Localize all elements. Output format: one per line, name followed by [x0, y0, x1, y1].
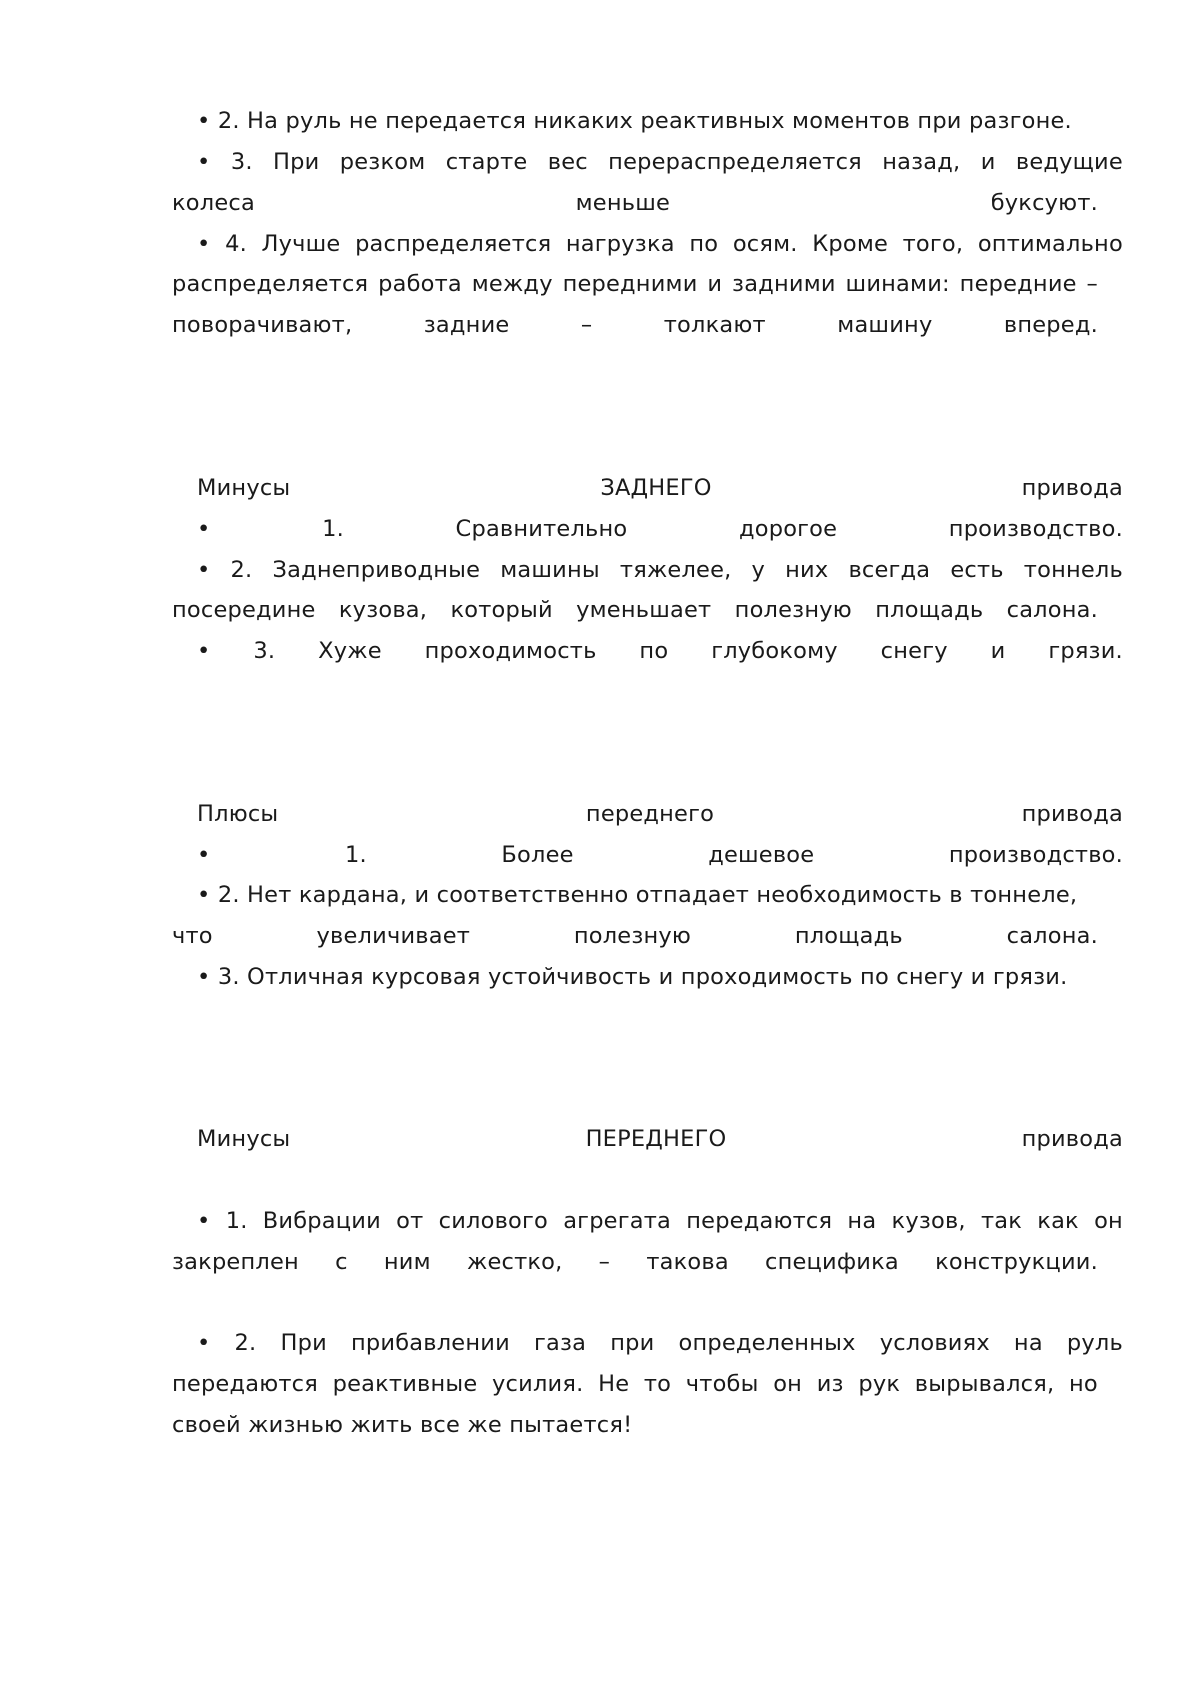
word: машину [837, 312, 933, 338]
word: полезную [734, 597, 852, 623]
word: колеса [172, 190, 255, 216]
word: • [197, 149, 211, 175]
word: машины [500, 557, 600, 583]
word: есть [950, 557, 1004, 583]
word: рук [858, 1371, 901, 1397]
word: увеличивает [316, 923, 471, 949]
word: распределяется [172, 271, 369, 297]
word: ЗАДНЕГО [600, 475, 712, 501]
word: кузова, [338, 597, 428, 623]
word: газа [533, 1330, 587, 1356]
word: вперед. [1003, 312, 1098, 338]
front-pros-heading [172, 799, 1123, 829]
front-pros-item-2-line-1: • 2. Нет кардана, и соответственно отпадает необходимость в тоннеле, [197, 882, 1078, 908]
word: он [1094, 1208, 1123, 1234]
word: Кроме [812, 231, 889, 257]
front-cons-heading [172, 1124, 1123, 1154]
rear-cons-item-2-line-2 [172, 595, 1098, 625]
word: силового [438, 1208, 548, 1234]
front-pros-item-2-line-2 [172, 921, 1098, 951]
word: При [280, 1330, 327, 1356]
word: снегу [880, 638, 948, 664]
rear-cons-item-2-line-1 [172, 555, 1123, 585]
word: и [990, 638, 1006, 664]
word: специфика [765, 1249, 899, 1275]
word: меньше [575, 190, 671, 216]
word: переднего [585, 801, 715, 827]
word: реактивные [332, 1371, 478, 1397]
word: задними [732, 271, 836, 297]
word: Хуже [318, 638, 382, 664]
word: Более [501, 842, 574, 868]
word: 1. [322, 516, 344, 542]
word: • [197, 842, 211, 868]
rear-pros-item-3-line-1 [172, 147, 1123, 177]
word: от [396, 1208, 424, 1234]
word: из [816, 1371, 844, 1397]
word: – [1086, 271, 1098, 297]
word: агрегата [563, 1208, 672, 1234]
word: условиях [879, 1330, 990, 1356]
word: распределяется [355, 231, 552, 257]
rear-pros-item-4-line-3 [172, 310, 1098, 340]
word: глубокому [711, 638, 838, 664]
word: Лучше [261, 231, 341, 257]
word: передаются [172, 1371, 318, 1397]
rear-pros-item-3-line-2 [172, 188, 1098, 218]
word: посередине [172, 597, 316, 623]
word: • [197, 516, 211, 542]
word: жестко, [466, 1249, 563, 1275]
word: привода [1021, 1126, 1123, 1152]
word: поворачивают, [172, 312, 353, 338]
front-cons-item-1-line-2 [172, 1247, 1098, 1277]
word: – [598, 1249, 611, 1275]
word: у [751, 557, 766, 583]
word: закреплен [172, 1249, 299, 1275]
rear-pros-item-4-line-1 [172, 229, 1123, 259]
word: уменьшает [576, 597, 712, 623]
front-pros-item-1 [172, 840, 1123, 870]
word: • [197, 638, 211, 664]
word: салона. [1006, 923, 1098, 949]
word: что [172, 923, 213, 949]
word: привода [1021, 475, 1123, 501]
word: передаются [686, 1208, 833, 1234]
word: определенных [678, 1330, 856, 1356]
word: который [450, 597, 553, 623]
word: осям. [732, 231, 798, 257]
word: салона. [1006, 597, 1098, 623]
word: конструкции. [935, 1249, 1098, 1275]
word: • [197, 1330, 211, 1356]
word: – [580, 312, 593, 338]
word: на [847, 1208, 877, 1234]
word: Вибрации [262, 1208, 381, 1234]
word: производство. [948, 842, 1123, 868]
word: ПЕРЕДНЕГО [585, 1126, 727, 1152]
word: шинами: [845, 271, 950, 297]
word: 2. [230, 557, 253, 583]
word: как [1037, 1208, 1079, 1234]
word: При [273, 149, 320, 175]
word: 2. [234, 1330, 257, 1356]
word: вырывался, [914, 1371, 1055, 1397]
word: тоннель [1023, 557, 1123, 583]
rear-cons-item-3 [172, 636, 1123, 666]
word: Не [598, 1371, 630, 1397]
word: с [335, 1249, 348, 1275]
word: перераспределяется [608, 149, 862, 175]
word: руль [1066, 1330, 1123, 1356]
word: дешевое [708, 842, 815, 868]
word: ведущие [1015, 149, 1123, 175]
word: оптимально [977, 231, 1123, 257]
word: всегда [848, 557, 931, 583]
word: площадь [875, 597, 984, 623]
word: так [980, 1208, 1023, 1234]
word: и [980, 149, 996, 175]
word: привода [1021, 801, 1123, 827]
word: чтобы [685, 1371, 759, 1397]
word: по [689, 231, 719, 257]
word: ним [383, 1249, 431, 1275]
word: нагрузка [565, 231, 675, 257]
word: буксуют. [990, 190, 1098, 216]
word: 1. [345, 842, 367, 868]
word: • [197, 1208, 211, 1234]
word: Плюсы [197, 801, 279, 827]
word: и [707, 271, 723, 297]
word: то [643, 1371, 672, 1397]
word: Минусы [197, 475, 291, 501]
word: он [773, 1371, 803, 1397]
word: на [1013, 1330, 1043, 1356]
word: Заднеприводные [272, 557, 481, 583]
word: тяжелее, [619, 557, 732, 583]
front-pros-item-3: • 3. Отличная курсовая устойчивость и проходимость по снегу и грязи. [197, 964, 1068, 990]
word: Сравнительно [455, 516, 628, 542]
word: толкают [663, 312, 766, 338]
word: кузов, [891, 1208, 966, 1234]
word: такова [646, 1249, 729, 1275]
word: работа [378, 271, 462, 297]
word: по [639, 638, 669, 664]
word: них [785, 557, 829, 583]
word: между [471, 271, 553, 297]
word: назад, [882, 149, 961, 175]
rear-cons-heading [172, 473, 1123, 503]
word: вес [547, 149, 588, 175]
word: дорогое [738, 516, 838, 542]
word: • [197, 231, 211, 257]
word: проходимость [424, 638, 597, 664]
word: прибавлении [350, 1330, 510, 1356]
word: при [610, 1330, 655, 1356]
word: производство. [948, 516, 1123, 542]
rear-pros-item-4-line-2 [172, 269, 1098, 299]
word: задние [423, 312, 510, 338]
front-cons-item-2-line-1 [172, 1328, 1123, 1358]
front-cons-item-2-line-2 [172, 1369, 1098, 1399]
word: усилия. [492, 1371, 584, 1397]
rear-pros-item-2: • 2. На руль не передается никаких реактивных моментов при разгоне. [197, 108, 1072, 134]
rear-cons-item-1 [172, 514, 1123, 544]
word: грязи. [1048, 638, 1123, 664]
word: • [197, 557, 211, 583]
front-cons-item-1-line-1 [172, 1206, 1123, 1236]
word: резком [339, 149, 426, 175]
word: 4. [225, 231, 247, 257]
word: 3. [230, 149, 253, 175]
word: полезную [573, 923, 692, 949]
word: но [1068, 1371, 1098, 1397]
word: 3. [253, 638, 276, 664]
word: площадь [794, 923, 903, 949]
word: Минусы [197, 1126, 291, 1152]
word: старте [445, 149, 528, 175]
word: передние [959, 271, 1077, 297]
word: 1. [225, 1208, 248, 1234]
front-cons-item-2-line-3: своей жизнью жить все же пытается! [172, 1412, 633, 1438]
word: того, [902, 231, 964, 257]
word: передними [562, 271, 698, 297]
